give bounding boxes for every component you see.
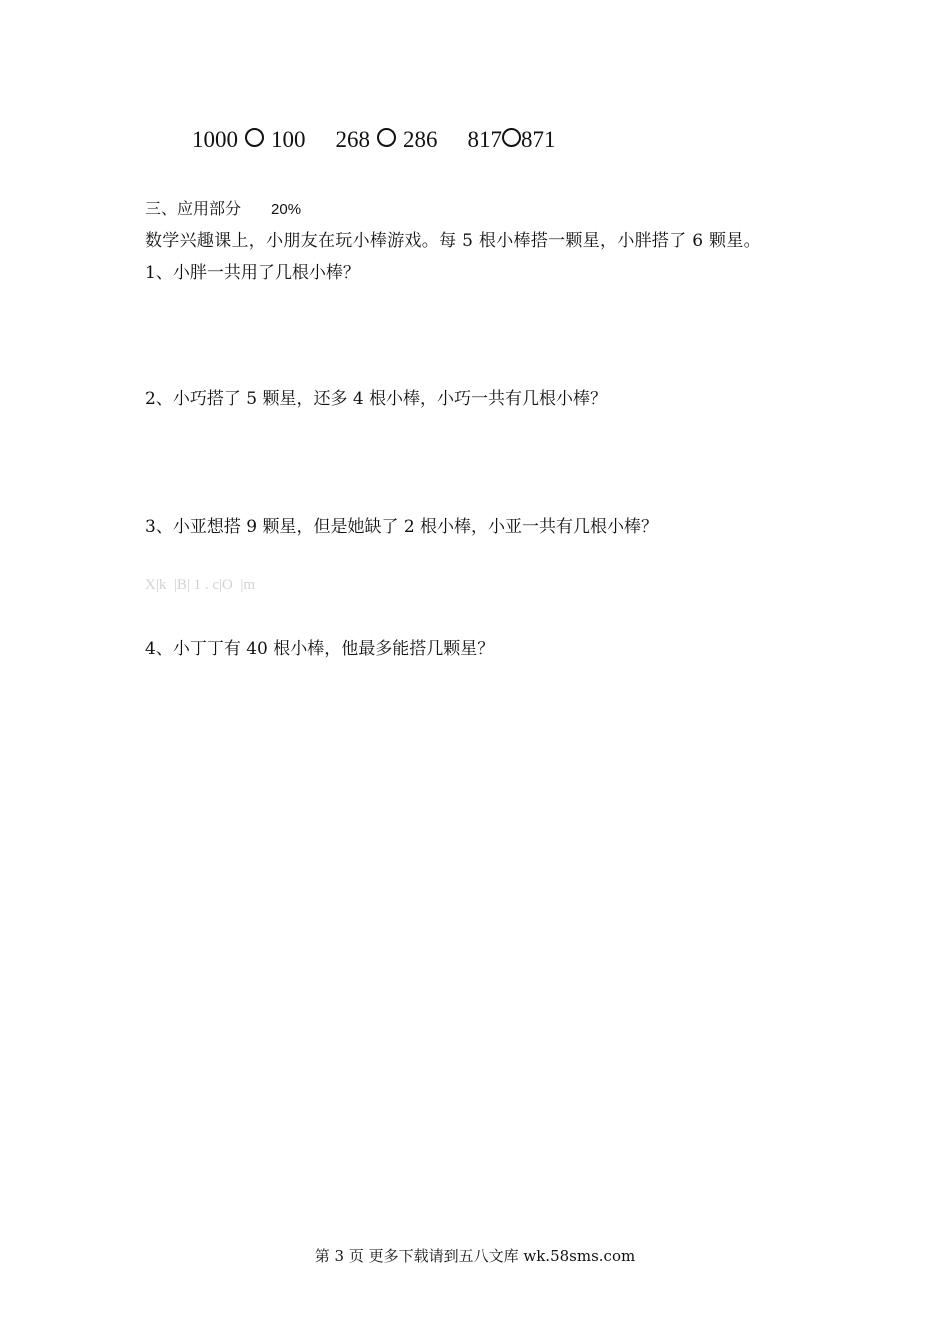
comparison-left-number: 268 xyxy=(335,127,370,152)
question-2: 2、小巧搭了 5 颗星，还多 4 根小棒，小巧一共有几根小棒？ xyxy=(145,389,608,409)
comparison-item xyxy=(336,127,438,153)
comparison-right-number: 871 xyxy=(521,127,556,152)
question-1: 1、小胖一共用了几根小棒？ xyxy=(145,263,360,283)
comparison-item xyxy=(468,127,556,153)
page-footer: 第 3 页 更多下载请到五八文库 wk.58sms.com xyxy=(314,1247,636,1265)
comparison-left-number: 817 xyxy=(467,127,502,152)
comparison-row xyxy=(192,122,556,158)
comparison-left-number: 1000 xyxy=(192,127,238,152)
section-percent: 20% xyxy=(271,201,302,218)
question-3: 3、小亚想搭 9 颗星，但是她缺了 2 根小棒，小亚一共有几根小棒？ xyxy=(145,517,659,537)
problem-intro: 数学兴趣课上，小朋友在玩小棒游戏。每 5 根小棒搭一颗星，小胖搭了 6 颗星。 xyxy=(145,231,761,251)
comparison-item xyxy=(192,127,306,153)
comparison-right-number: 286 xyxy=(403,127,438,152)
comparison-right-number: 100 xyxy=(271,127,306,152)
section-title: 三、应用部分 xyxy=(145,199,242,218)
comparison-circle-blank xyxy=(245,128,264,147)
section-heading xyxy=(145,196,301,219)
comparison-circle-blank xyxy=(502,128,521,147)
question-4: 4、小丁丁有 40 根小棒，他最多能搭几颗星？ xyxy=(145,639,495,659)
faint-watermark-text: X|k |B| 1 . c|O |m xyxy=(145,577,256,593)
comparison-circle-blank xyxy=(377,128,396,147)
